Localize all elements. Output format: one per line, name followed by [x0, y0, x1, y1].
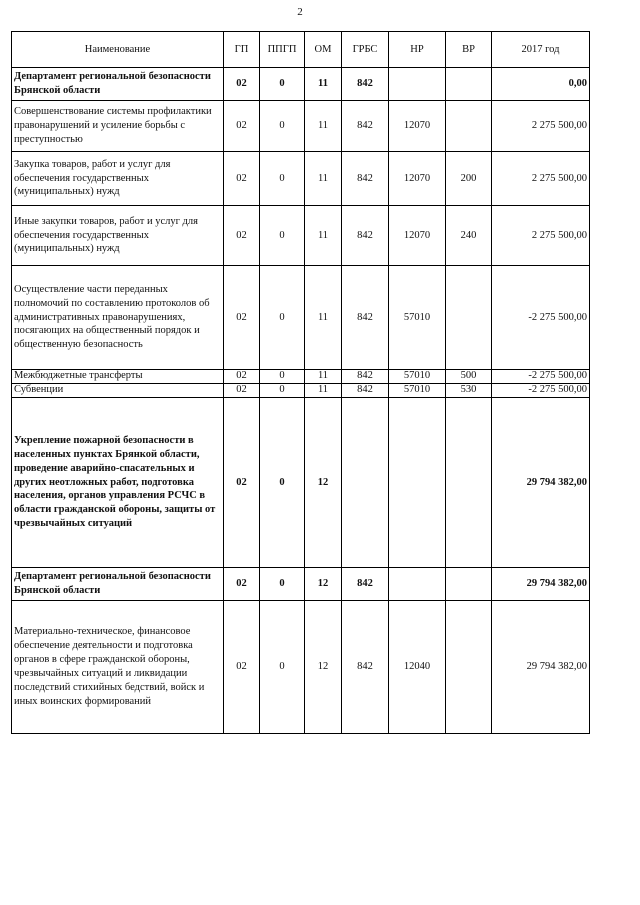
row-amount: 2 275 500,00: [492, 206, 590, 266]
row-ppgp: 0: [260, 370, 305, 384]
row-np: 57010: [389, 266, 446, 370]
row-vr: 200: [446, 152, 492, 206]
row-name: Закупка товаров, работ и услуг для обеспечения государственных (муниципальных) нужд: [12, 152, 224, 206]
row-grbs: 842: [342, 68, 389, 101]
table-row: [12, 101, 590, 152]
row-grbs: 842: [342, 266, 389, 370]
row-amount: 0,00: [492, 68, 590, 101]
row-amount: -2 275 500,00: [492, 266, 590, 370]
row-amount: 29 794 382,00: [492, 568, 590, 601]
row-vr: [446, 266, 492, 370]
row-vr: [446, 601, 492, 734]
row-om: 11: [305, 266, 342, 370]
row-om: 12: [305, 601, 342, 734]
row-np: 12070: [389, 152, 446, 206]
row-vr: [446, 568, 492, 601]
table-row: [12, 601, 590, 734]
row-grbs: 842: [342, 370, 389, 384]
row-ppgp: 0: [260, 101, 305, 152]
header-row: [12, 32, 590, 68]
row-ppgp: 0: [260, 68, 305, 101]
row-om: 11: [305, 152, 342, 206]
table-row: [12, 398, 590, 568]
row-name: Материально-техническое, финансовое обеспечение деятельности и подготовка органов в сфере гражданской обороны, чрезвычайных ситуаций и ликвидации последствий стихийных бедствий, войск и иных воинских формирований: [12, 601, 224, 734]
row-om: 12: [305, 398, 342, 568]
row-amount: 2 275 500,00: [492, 101, 590, 152]
row-vr: [446, 68, 492, 101]
col-ppgp-header: ППГП: [260, 32, 305, 68]
budget-table: [11, 31, 590, 734]
row-np: 57010: [389, 370, 446, 384]
row-gp: 02: [224, 398, 260, 568]
table-row: [12, 370, 590, 384]
row-gp: 02: [224, 152, 260, 206]
row-om: 11: [305, 68, 342, 101]
col-gp-header: ГП: [224, 32, 260, 68]
row-np: 12040: [389, 601, 446, 734]
row-np: [389, 568, 446, 601]
col-om-header: ОМ: [305, 32, 342, 68]
row-gp: 02: [224, 68, 260, 101]
row-ppgp: 0: [260, 206, 305, 266]
row-gp: 02: [224, 266, 260, 370]
row-ppgp: 0: [260, 601, 305, 734]
table-row: [12, 206, 590, 266]
row-name: Департамент региональной безопасности Брянской области: [12, 68, 224, 101]
row-ppgp: 0: [260, 398, 305, 568]
row-grbs: 842: [342, 101, 389, 152]
row-gp: 02: [224, 384, 260, 398]
row-name: Иные закупки товаров, работ и услуг для обеспечения государственных (муниципальных) нужд: [12, 206, 224, 266]
col-name-header: Наименование: [12, 32, 224, 68]
row-amount: 29 794 382,00: [492, 601, 590, 734]
col-grbs-header: ГРБС: [342, 32, 389, 68]
col-np-header: НР: [389, 32, 446, 68]
row-grbs: 842: [342, 601, 389, 734]
row-ppgp: 0: [260, 152, 305, 206]
row-np: 57010: [389, 384, 446, 398]
row-om: 12: [305, 568, 342, 601]
row-gp: 02: [224, 601, 260, 734]
table-row: [12, 568, 590, 601]
row-np: [389, 398, 446, 568]
row-om: 11: [305, 101, 342, 152]
table-row: [12, 266, 590, 370]
row-np: [389, 68, 446, 101]
row-amount: 29 794 382,00: [492, 398, 590, 568]
row-name: Совершенствование системы профилактики правонарушений и усиление борьбы с преступностью: [12, 101, 224, 152]
row-name: Межбюджетные трансферты: [12, 370, 224, 384]
row-amount: 2 275 500,00: [492, 152, 590, 206]
table-row: [12, 68, 590, 101]
row-ppgp: 0: [260, 266, 305, 370]
row-vr: 500: [446, 370, 492, 384]
row-grbs: [342, 398, 389, 568]
row-vr: [446, 398, 492, 568]
page-number: 2: [297, 6, 303, 18]
row-name: Укрепление пожарной безопасности в населенных пунктах Брянкой области, проведение аварийно-спасательных и других неотложных работ, подготовка населения, органов управления РСЧС в области гражданской обороны, защиты от чрезвычайных ситуаций: [12, 398, 224, 568]
row-om: 11: [305, 384, 342, 398]
row-amount: -2 275 500,00: [492, 384, 590, 398]
row-gp: 02: [224, 101, 260, 152]
row-amount: -2 275 500,00: [492, 370, 590, 384]
row-gp: 02: [224, 206, 260, 266]
row-vr: [446, 101, 492, 152]
col-year-header: 2017 год: [492, 32, 590, 68]
row-gp: 02: [224, 568, 260, 601]
row-ppgp: 0: [260, 384, 305, 398]
table-row: [12, 384, 590, 398]
table-row: [12, 152, 590, 206]
row-vr: 240: [446, 206, 492, 266]
row-gp: 02: [224, 370, 260, 384]
row-vr: 530: [446, 384, 492, 398]
row-grbs: 842: [342, 206, 389, 266]
row-name: Департамент региональной безопасности Брянской области: [12, 568, 224, 601]
row-grbs: 842: [342, 152, 389, 206]
row-ppgp: 0: [260, 568, 305, 601]
row-np: 12070: [389, 206, 446, 266]
row-np: 12070: [389, 101, 446, 152]
col-vr-header: ВР: [446, 32, 492, 68]
row-name: Осуществление части переданных полномочий по составлению протоколов об административных правонарушениях, посягающих на общественный порядок и общественную безопасность: [12, 266, 224, 370]
row-om: 11: [305, 206, 342, 266]
row-name: Субвенции: [12, 384, 224, 398]
row-om: 11: [305, 370, 342, 384]
row-grbs: 842: [342, 568, 389, 601]
row-grbs: 842: [342, 384, 389, 398]
